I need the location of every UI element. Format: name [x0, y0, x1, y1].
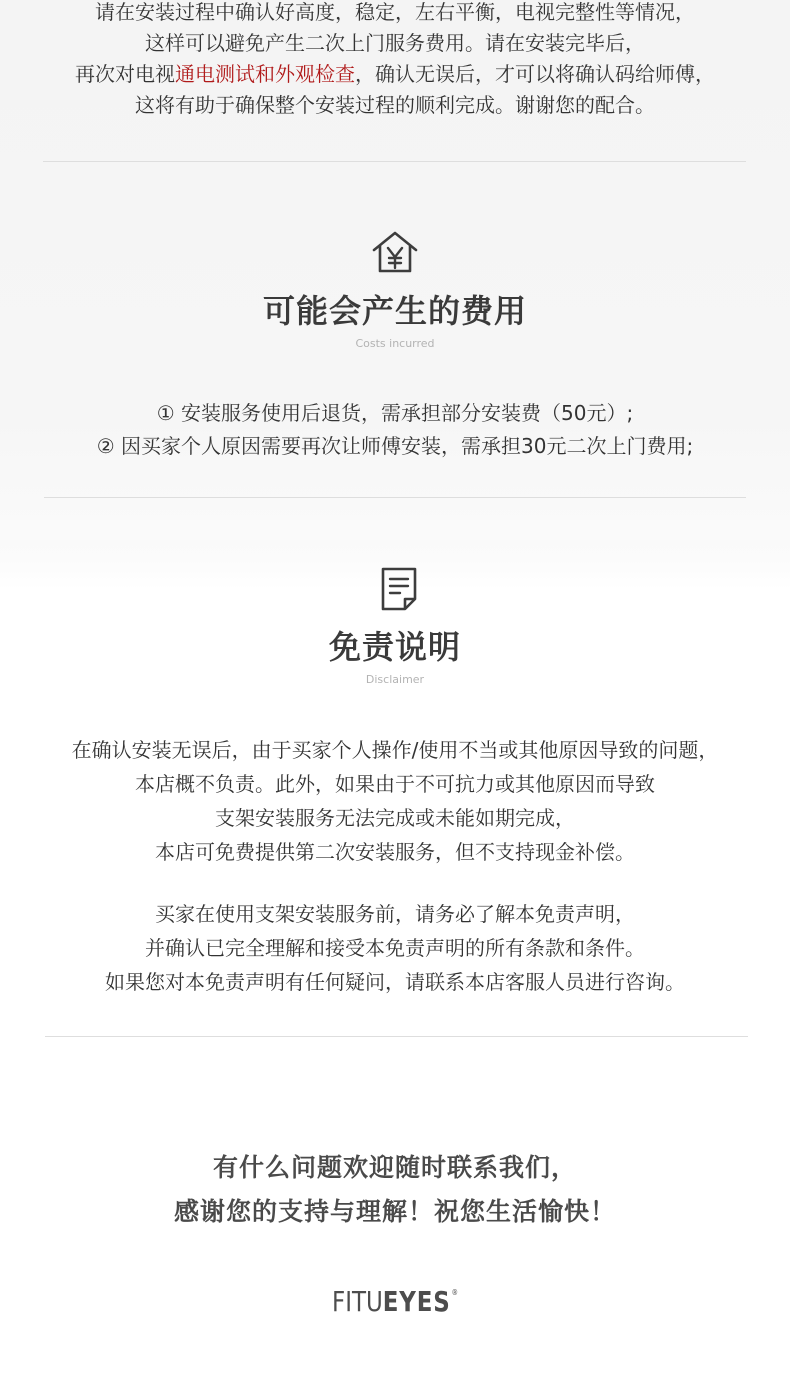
divider-3 — [45, 1036, 748, 1037]
disclaimer-line: 在确认安装无误后，由于买家个人操作/使用不当或其他原因导致的问题， — [71, 738, 719, 762]
disclaimer-subtitle: Disclaimer — [365, 673, 425, 686]
costs-header — [0, 291, 790, 331]
closing-line-1: 有什么问题欢迎随时联系我们， — [212, 1153, 577, 1182]
disclaimer-line: 本店可免费提供第二次安装服务，但不支持现金补偿。 — [155, 840, 635, 864]
disclaimer-paragraph-2 — [0, 897, 790, 999]
brand-logo-part-1: FITU — [331, 1285, 383, 1318]
document-icon — [379, 566, 419, 612]
intro-paragraph — [0, 0, 790, 121]
divider-1 — [43, 161, 746, 162]
costs-title: 可能会产生的费用 — [262, 292, 527, 330]
registered-mark: ® — [451, 1288, 458, 1297]
intro-line-1: 请在安装过程中确认好高度，稳定，左右平衡，电视完整性等情况， — [95, 0, 695, 24]
disclaimer-line: 买家在使用支架安装服务前，请务必了解本免责声明， — [155, 902, 635, 926]
costs-item-2: ② 因买家个人原因需要再次让师傅安装，需承担30元二次上门费用; — [96, 434, 694, 458]
costs-subtitle: Costs incurred — [355, 337, 435, 350]
divider-2 — [44, 497, 746, 498]
disclaimer-title: 免责说明 — [328, 628, 461, 666]
costs-item-1: ① 安装服务使用后退货，需承担部分安装费（50元）; — [156, 401, 634, 425]
disclaimer-header — [0, 627, 790, 667]
disclaimer-line: 支架安装服务无法完成或未能如期完成， — [215, 806, 575, 830]
disclaimer-line: 如果您对本免责声明有任何疑问，请联系本店客服人员进行咨询。 — [105, 970, 685, 994]
intro-line-2: 这样可以避免产生二次上门服务费用。请在安装完毕后， — [145, 31, 645, 55]
closing-message — [0, 1146, 790, 1234]
costs-subtitle-wrap — [0, 337, 790, 351]
costs-list — [0, 397, 790, 463]
disclaimer-line: 并确认已完全理解和接受本免责声明的所有条款和条件。 — [145, 936, 645, 960]
intro-line-4: 这将有助于确保整个安装过程的顺利完成。谢谢您的配合。 — [135, 93, 655, 117]
highlight-text: 通电测试和外观检查 — [175, 62, 355, 86]
closing-line-2: 感谢您的支持与理解！祝您生活愉快！ — [173, 1197, 616, 1226]
brand-logo — [71, 1276, 719, 1319]
disclaimer-line: 本店概不负责。此外，如果由于不可抗力或其他原因而导致 — [135, 772, 655, 796]
intro-line-3: 再次对电视通电测试和外观检查，确认无误后，才可以将确认码给师傅， — [75, 62, 715, 86]
brand-logo-part-2: EYES — [382, 1285, 451, 1318]
disclaimer-subtitle-wrap — [0, 673, 790, 687]
disclaimer-paragraph-1 — [0, 733, 790, 869]
house-yen-icon — [371, 230, 419, 274]
